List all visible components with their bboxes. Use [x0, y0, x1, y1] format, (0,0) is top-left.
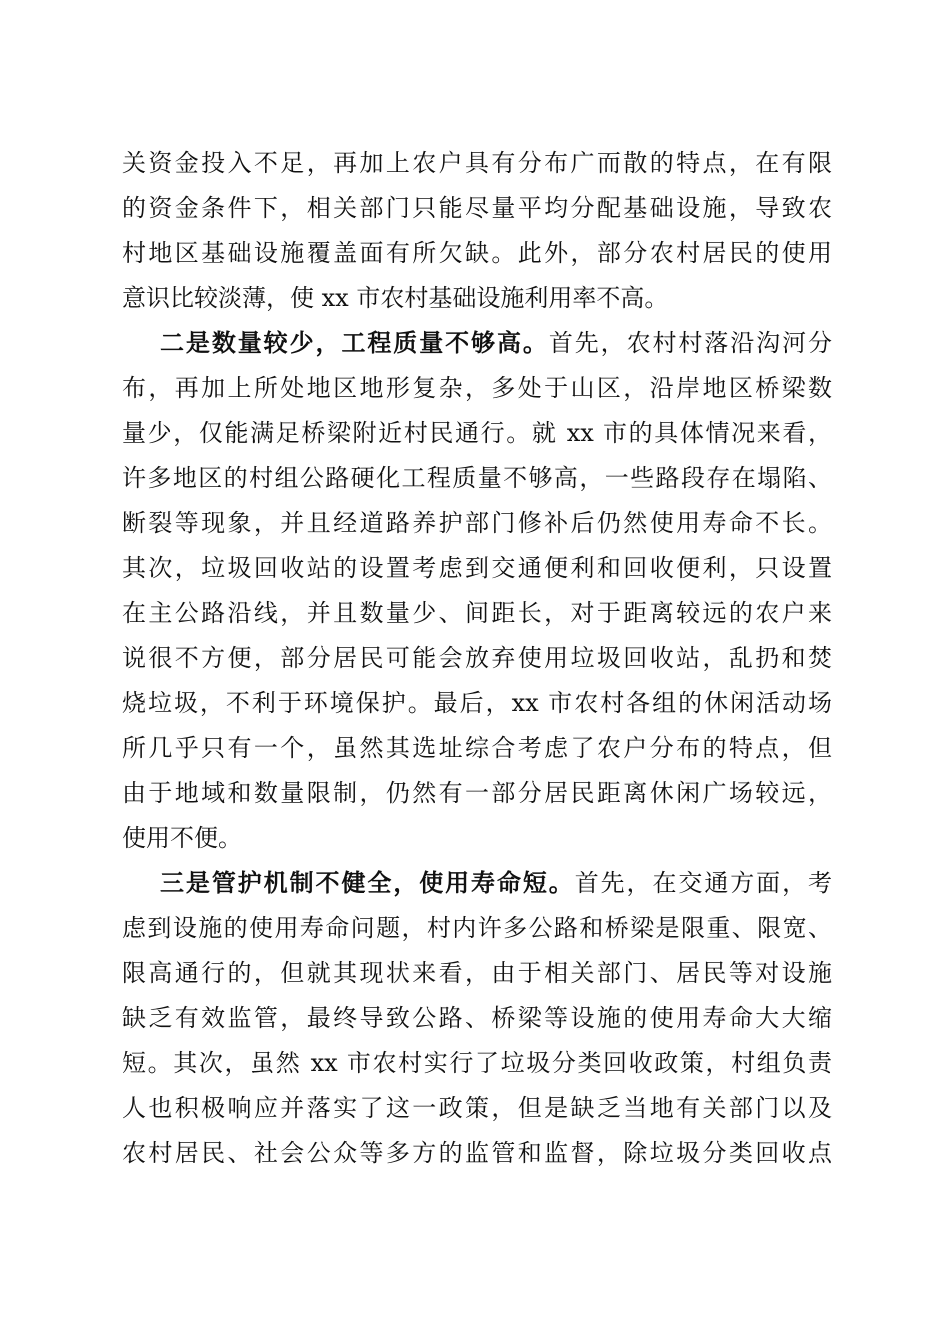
text-line: 人也积极响应并落实了这一政策，但是缺乏当地有关部门以及 — [122, 1094, 832, 1122]
text-line: 所几乎只有一个，虽然其选址综合考虑了农户分布的特点，但 — [122, 734, 832, 762]
text-line: 说很不方便，部分居民可能会放弃使用垃圾回收站，乱扔和焚 — [122, 644, 832, 672]
text-line: 的资金条件下，相关部门只能尽量平均分配基础设施，导致农 — [122, 194, 832, 222]
text-span: 首先，农村村落沿沟河分 — [548, 329, 833, 357]
text-line: 村地区基础设施覆盖面有所欠缺。此外，部分农村居民的使用 — [122, 239, 832, 267]
text-span: 首先，在交通方面，考 — [574, 869, 832, 897]
text-line: 量少，仅能满足桥梁附近村民通行。就 xx 市的具体情况来看， — [122, 419, 832, 447]
text-line: 其次，垃圾回收站的设置考虑到交通便利和回收便利，只设置 — [122, 554, 832, 582]
text-line: 虑到设施的使用寿命问题，村内许多公路和桥梁是限重、限宽、 — [122, 914, 832, 942]
text-line: 关资金投入不足，再加上农户具有分布广而散的特点，在有限 — [122, 149, 832, 177]
text-line: 缺乏有效监管，最终导致公路、桥梁等设施的使用寿命大大缩 — [122, 1004, 832, 1032]
section-heading-3: 三是管护机制不健全，使用寿命短。 — [160, 868, 575, 897]
text-line: 短。其次，虽然 xx 市农村实行了垃圾分类回收政策，村组负责 — [122, 1049, 832, 1077]
text-line: 意识比较淡薄，使 xx 市农村基础设施利用率不高。 — [122, 284, 669, 312]
text-line: 烧垃圾，不利于环境保护。最后，xx 市农村各组的休闲活动场 — [122, 689, 832, 717]
text-line: 许多地区的村组公路硬化工程质量不够高，一些路段存在塌陷、 — [122, 464, 832, 492]
text-line: 在主公路沿线，并且数量少、间距长，对于距离较远的农户来 — [122, 599, 832, 627]
text-line: 限高通行的，但就其现状来看，由于相关部门、居民等对设施 — [122, 959, 832, 987]
text-line: 断裂等现象，并且经道路养护部门修补后仍然使用寿命不长。 — [122, 509, 832, 537]
section-heading-2: 二是数量较少，工程质量不够高。 — [160, 328, 549, 357]
text-line: 由于地域和数量限制，仍然有一部分居民距离休闲广场较远， — [122, 779, 832, 807]
paragraph-2-first-line — [160, 323, 832, 363]
text-line: 农村居民、社会公众等多方的监管和监督，除垃圾分类回收点 — [122, 1139, 832, 1167]
text-line: 使用不便。 — [122, 824, 242, 852]
paragraph-3-first-line — [160, 863, 832, 903]
text-line: 布，再加上所处地区地形复杂，多处于山区，沿岸地区桥梁数 — [122, 374, 832, 402]
